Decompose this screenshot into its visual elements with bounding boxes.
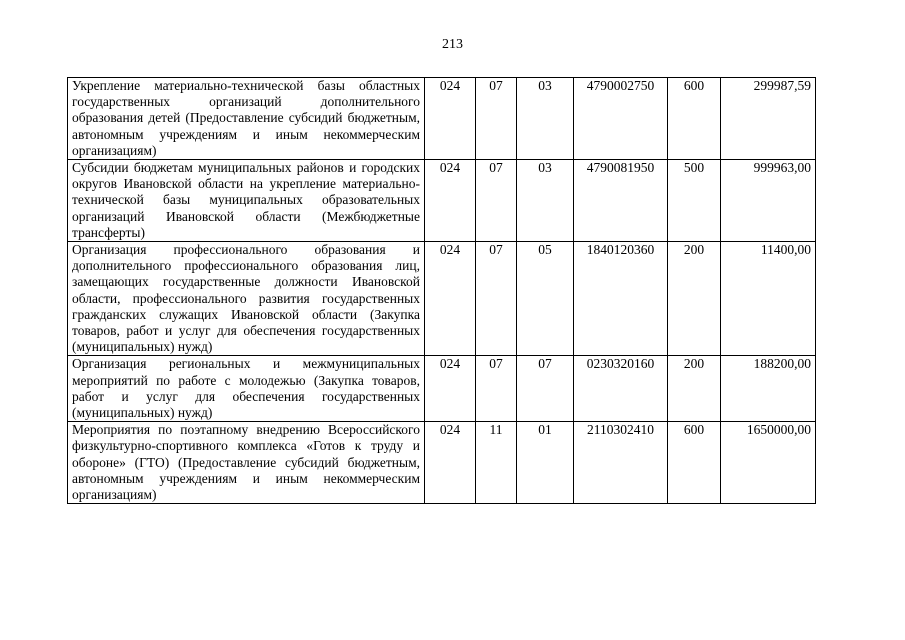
expense-type-cell: 200 xyxy=(668,242,721,356)
section-code-cell: 07 xyxy=(476,242,517,356)
expense-name-cell: Организация региональных и межмуниципальных мероприятий по работе с молодежью (Закупка товаров, работ и услуг для обеспечения государственных (муниципальных) нужд) xyxy=(68,356,425,422)
expense-name-cell: Организация профессионального образования и дополнительного профессионального образования лиц, замещающих государственные должности Ивановской области, профессионального развития государственных гражданских служащих Ивановской области (Закупка товаров, работ и услуг для обеспечения государственных (муниципальных) нужд) xyxy=(68,242,425,356)
amount-cell: 299987,59 xyxy=(721,78,816,160)
amount-cell: 1650000,00 xyxy=(721,422,816,504)
table-row xyxy=(68,356,816,422)
ministry-code-cell: 024 xyxy=(425,356,476,422)
expense-name-cell: Мероприятия по поэтапному внедрению Всероссийского физкультурно-спортивного комплекса «Готов к труду и обороне» (ГТО) (Предоставление субсидий бюджетным, автономным учреждениям и иным некоммерческим организациям) xyxy=(68,422,425,504)
expense-name-cell: Субсидии бюджетам муниципальных районов и городских округов Ивановской области на укрепление материально-технической базы муниципальных образовательных организаций Ивановской области (Межбюджетные трансферты) xyxy=(68,160,425,242)
target-article-cell: 1840120360 xyxy=(574,242,668,356)
target-article-cell: 2110302410 xyxy=(574,422,668,504)
expense-type-cell: 600 xyxy=(668,422,721,504)
expense-name-cell: Укрепление материально-технической базы областных государственных организаций дополнительного образования детей (Предоставление субсидий бюджетным, автономным учреждениям и иным некоммерческим организациям) xyxy=(68,78,425,160)
ministry-code-cell: 024 xyxy=(425,160,476,242)
subsection-code-cell: 07 xyxy=(517,356,574,422)
section-code-cell: 07 xyxy=(476,160,517,242)
subsection-code-cell: 05 xyxy=(517,242,574,356)
expense-type-cell: 500 xyxy=(668,160,721,242)
ministry-code-cell: 024 xyxy=(425,242,476,356)
expense-type-cell: 600 xyxy=(668,78,721,160)
expense-type-cell: 200 xyxy=(668,356,721,422)
subsection-code-cell: 03 xyxy=(517,78,574,160)
section-code-cell: 07 xyxy=(476,78,517,160)
target-article-cell: 4790081950 xyxy=(574,160,668,242)
table-row xyxy=(68,242,816,356)
section-code-cell: 11 xyxy=(476,422,517,504)
table-row xyxy=(68,422,816,504)
target-article-cell: 0230320160 xyxy=(574,356,668,422)
amount-cell: 999963,00 xyxy=(721,160,816,242)
subsection-code-cell: 03 xyxy=(517,160,574,242)
table-row xyxy=(68,78,816,160)
ministry-code-cell: 024 xyxy=(425,78,476,160)
section-code-cell: 07 xyxy=(476,356,517,422)
page-number: 213 xyxy=(442,37,463,52)
subsection-code-cell: 01 xyxy=(517,422,574,504)
budget-table-body xyxy=(68,78,816,504)
ministry-code-cell: 024 xyxy=(425,422,476,504)
target-article-cell: 4790002750 xyxy=(574,78,668,160)
table-row xyxy=(68,160,816,242)
amount-cell: 188200,00 xyxy=(721,356,816,422)
budget-table xyxy=(67,77,816,504)
amount-cell: 11400,00 xyxy=(721,242,816,356)
